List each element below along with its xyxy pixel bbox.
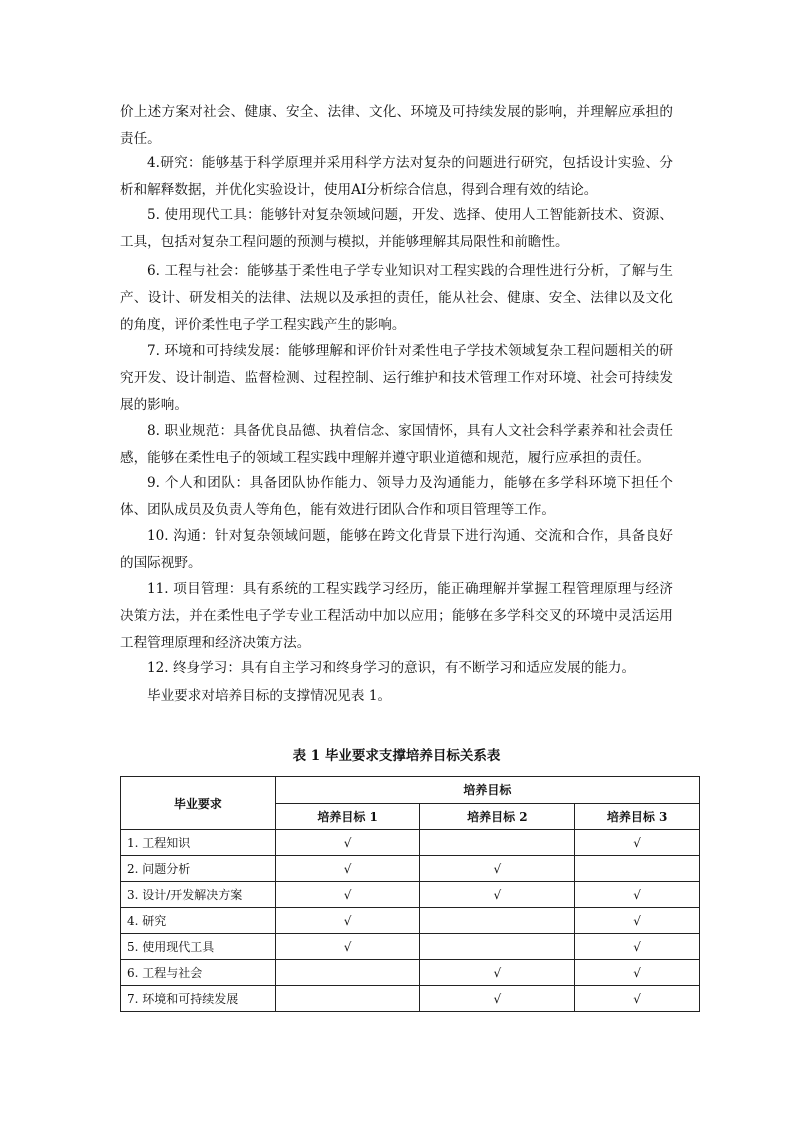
row-label: 2. 问题分析 — [121, 856, 276, 882]
paragraph-research: 4.研究：能够基于科学原理并采用科学方法对复杂的问题进行研究，包括设计实验、分析和解释数据，并优化实验设计，使用AI分析综合信息，得到合理有效的结论。 — [120, 155, 673, 198]
check-cell: √ — [575, 882, 700, 908]
paragraph-lifelong-learning: 12. 终身学习：具有自主学习和终身学习的意识，有不断学习和适应发展的能力。 — [147, 660, 636, 676]
check-cell — [575, 856, 700, 882]
check-cell: √ — [275, 882, 420, 908]
table-header-row — [121, 777, 700, 804]
paragraph-project-management: 11. 项目管理：具有系统的工程实践学习经历，能正确理解并掌握工程管理原理与经济决策方法，并在柔性电子学专业工程活动中加以应用；能够在多学科交叉的环境中灵活运用工程管理原理和经济决策方法。 — [120, 581, 673, 651]
table-title: 表 1 毕业要求支撑培养目标关系表 — [292, 748, 501, 764]
row-label: 5. 使用现代工具 — [121, 934, 276, 960]
check-cell: √ — [275, 856, 420, 882]
row-label: 4. 研究 — [121, 908, 276, 934]
check-cell: √ — [575, 986, 700, 1012]
table-row — [121, 960, 700, 986]
check-cell — [275, 960, 420, 986]
paragraph-professional-norms: 8. 职业规范：具备优良品德、执着信念、家国情怀，具有人文社会科学素养和社会责任感，能够在柔性电子的领域工程实践中理解并遵守职业道德和规范，履行应承担的责任。 — [120, 423, 673, 466]
check-cell: √ — [420, 882, 575, 908]
check-cell: √ — [575, 934, 700, 960]
table-row — [121, 934, 700, 960]
group-header-cell: 培养目标 — [275, 777, 699, 804]
check-cell: √ — [575, 830, 700, 856]
paragraph-teamwork: 9. 个人和团队：具备团队协作能力、领导力及沟通能力，能够在多学科环境下担任个体、团队成员及负责人等角色，能有效进行团队合作和项目管理等工作。 — [120, 475, 673, 518]
table-row — [121, 830, 700, 856]
check-cell — [420, 934, 575, 960]
row-header-cell: 毕业要求 — [121, 777, 276, 830]
paragraph-engineering-society: 6. 工程与社会：能够基于柔性电子学专业知识对工程实践的合理性进行分析，了解与生产、设计、研发相关的法律、法规以及承担的责任，能从社会、健康、安全、法律以及文化的角度，评价柔性电子学工程实践产生的影响。 — [120, 263, 673, 333]
paragraph-environment: 7. 环境和可持续发展：能够理解和评价针对柔性电子学技术领域复杂工程问题相关的研究开发、设计制造、监督检测、过程控制、运行维护和技术管理工作对环境、社会可持续发展的影响。 — [120, 343, 673, 413]
column-header: 培养目标 2 — [420, 803, 575, 830]
check-cell — [420, 908, 575, 934]
table-row — [121, 856, 700, 882]
requirements-table — [120, 776, 700, 1012]
check-cell — [420, 830, 575, 856]
table-row — [121, 908, 700, 934]
paragraph-modern-tools: 5. 使用现代工具：能够针对复杂领域问题，开发、选择、使用人工智能新技术、资源、工具，包括对复杂工程问题的预测与模拟，并能够理解其局限性和前瞻性。 — [120, 207, 673, 250]
check-cell: √ — [575, 960, 700, 986]
row-label: 6. 工程与社会 — [121, 960, 276, 986]
column-header: 培养目标 1 — [275, 803, 420, 830]
table-row — [121, 882, 700, 908]
check-cell: √ — [420, 986, 575, 1012]
row-label: 1. 工程知识 — [121, 830, 276, 856]
column-header: 培养目标 3 — [575, 803, 700, 830]
row-label: 7. 环境和可持续发展 — [121, 986, 276, 1012]
check-cell: √ — [575, 908, 700, 934]
paragraph-continuation: 价上述方案对社会、健康、安全、法律、文化、环境及可持续发展的影响，并理解应承担的责任。 — [120, 104, 673, 147]
check-cell — [275, 986, 420, 1012]
paragraph-communication: 10. 沟通：针对复杂领域问题，能够在跨文化背景下进行沟通、交流和合作，具备良好的国际视野。 — [120, 528, 673, 571]
check-cell: √ — [275, 830, 420, 856]
check-cell: √ — [420, 856, 575, 882]
paragraph-table-reference: 毕业要求对培养目标的支撑情况见表 1。 — [147, 688, 392, 704]
table-row — [121, 986, 700, 1012]
row-label: 3. 设计/开发解决方案 — [121, 882, 276, 908]
check-cell: √ — [275, 908, 420, 934]
check-cell: √ — [420, 960, 575, 986]
check-cell: √ — [275, 934, 420, 960]
